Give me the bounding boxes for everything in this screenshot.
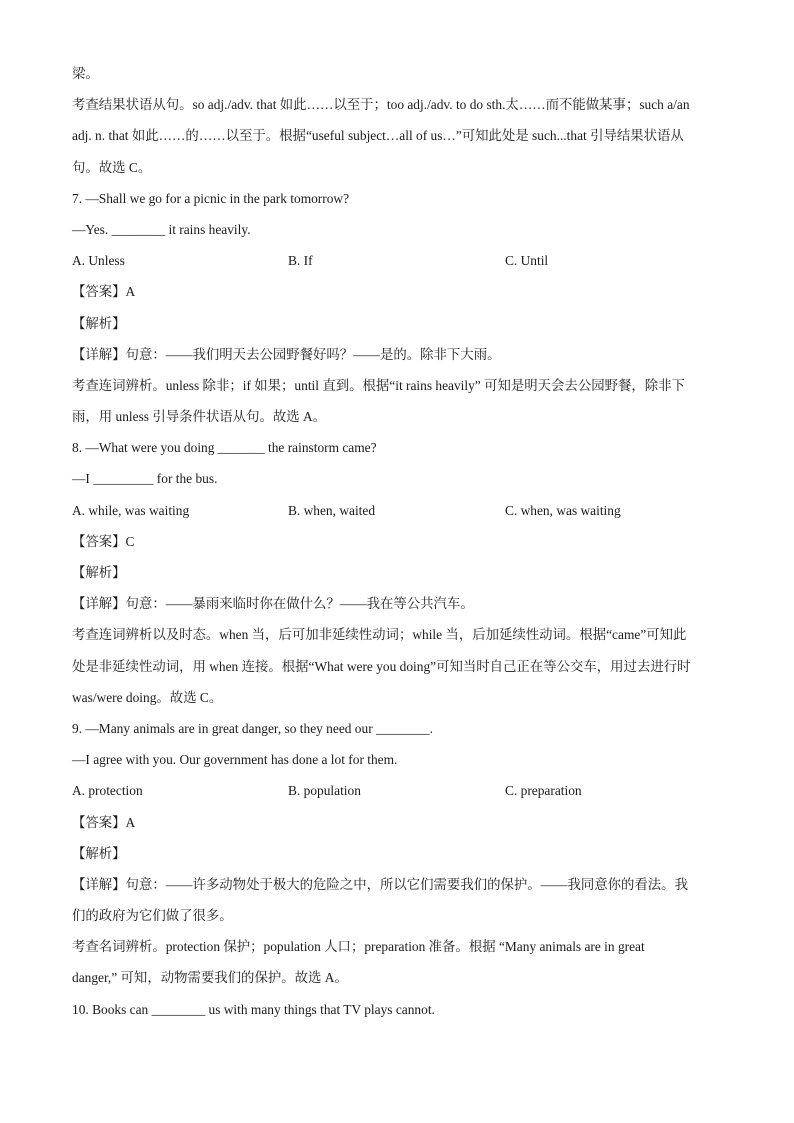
option-c: C. Until — [505, 253, 549, 269]
explanation-line: 考查连词辨析。unless 除非；if 如果；until 直到。根据“it rains heavily” 可知是明天会去公园野餐，除非下 — [72, 377, 685, 393]
document-page — [72, 58, 722, 1025]
question-7-reply: —Yes. ________ it rains heavily. — [72, 221, 251, 237]
text-line: adj. n. that 如此……的……以至于。根据“useful subject…all of us…”可知此处是 such...that 引导结果状语从 — [72, 128, 684, 144]
answer-label: 【答案】A — [72, 284, 136, 300]
analysis-label: 【解析】 — [72, 845, 126, 861]
option-a: A. while, was waiting — [72, 502, 190, 518]
option-a: A. Unless — [72, 253, 125, 269]
explanation-line: 【详解】句意：——我们明天去公园野餐好吗？——是的。除非下大雨。 — [72, 346, 501, 362]
explanation-line: 们的政府为它们做了很多。 — [72, 908, 233, 924]
question-8: 8. —What were you doing _______ the rainstorm came? — [72, 440, 377, 456]
option-c: C. preparation — [505, 783, 582, 799]
question-8-reply: —I _________ for the bus. — [72, 471, 218, 487]
option-c: C. when, was waiting — [505, 502, 621, 518]
explanation-line: 雨，用 unless 引导条件状语从句。故选 A。 — [72, 409, 327, 425]
question-9-reply: —I agree with you. Our government has done a lot for them. — [72, 752, 398, 768]
explanation-line: danger,” 可知，动物需要我们的保护。故选 A。 — [72, 970, 348, 986]
question-7-options — [72, 245, 722, 276]
explanation-line: 处是非延续性动词，用 when 连接。根据“What were you doing”可知当时自己正在等公交车，用过去进行时 — [72, 658, 691, 674]
text-line: 考查结果状语从句。so adj./adv. that 如此……以至于；too adj./adv. to do sth.太……而不能做某事；such a/an — [72, 97, 690, 113]
explanation-line: 考查名词辨析。protection 保护；population 人口；preparation 准备。根据 “Many animals are in great — [72, 939, 645, 955]
question-8-options — [72, 495, 722, 526]
option-b: B. when, waited — [288, 502, 376, 518]
text-line: 梁。 — [72, 66, 99, 81]
explanation-line: 考查连词辨析以及时态。when 当，后可加非延续性动词；while 当，后加延续性动词。根据“came”可知此 — [72, 627, 687, 643]
explanation-line: was/were doing。故选 C。 — [72, 689, 223, 705]
option-b: B. If — [288, 253, 313, 269]
explanation-line: 【详解】句意：——许多动物处于极大的危险之中，所以它们需要我们的保护。——我同意你的看法。我 — [72, 876, 688, 892]
answer-label: 【答案】A — [72, 814, 136, 830]
analysis-label: 【解析】 — [72, 565, 126, 580]
answer-label: 【答案】C — [72, 533, 135, 549]
explanation-line: 【详解】句意：——暴雨来临时你在做什么？——我在等公共汽车。 — [72, 596, 474, 612]
text-line: 句。故选 C。 — [72, 159, 152, 175]
analysis-label: 【解析】 — [72, 315, 126, 331]
question-9-options — [72, 775, 722, 806]
question-9: 9. —Many animals are in great danger, so they need our ________. — [72, 720, 433, 736]
option-b: B. population — [288, 783, 361, 799]
question-7: 7. —Shall we go for a picnic in the park tomorrow? — [72, 190, 350, 206]
option-a: A. protection — [72, 783, 143, 799]
question-10: 10. Books can ________ us with many things that TV plays cannot. — [72, 1001, 435, 1017]
